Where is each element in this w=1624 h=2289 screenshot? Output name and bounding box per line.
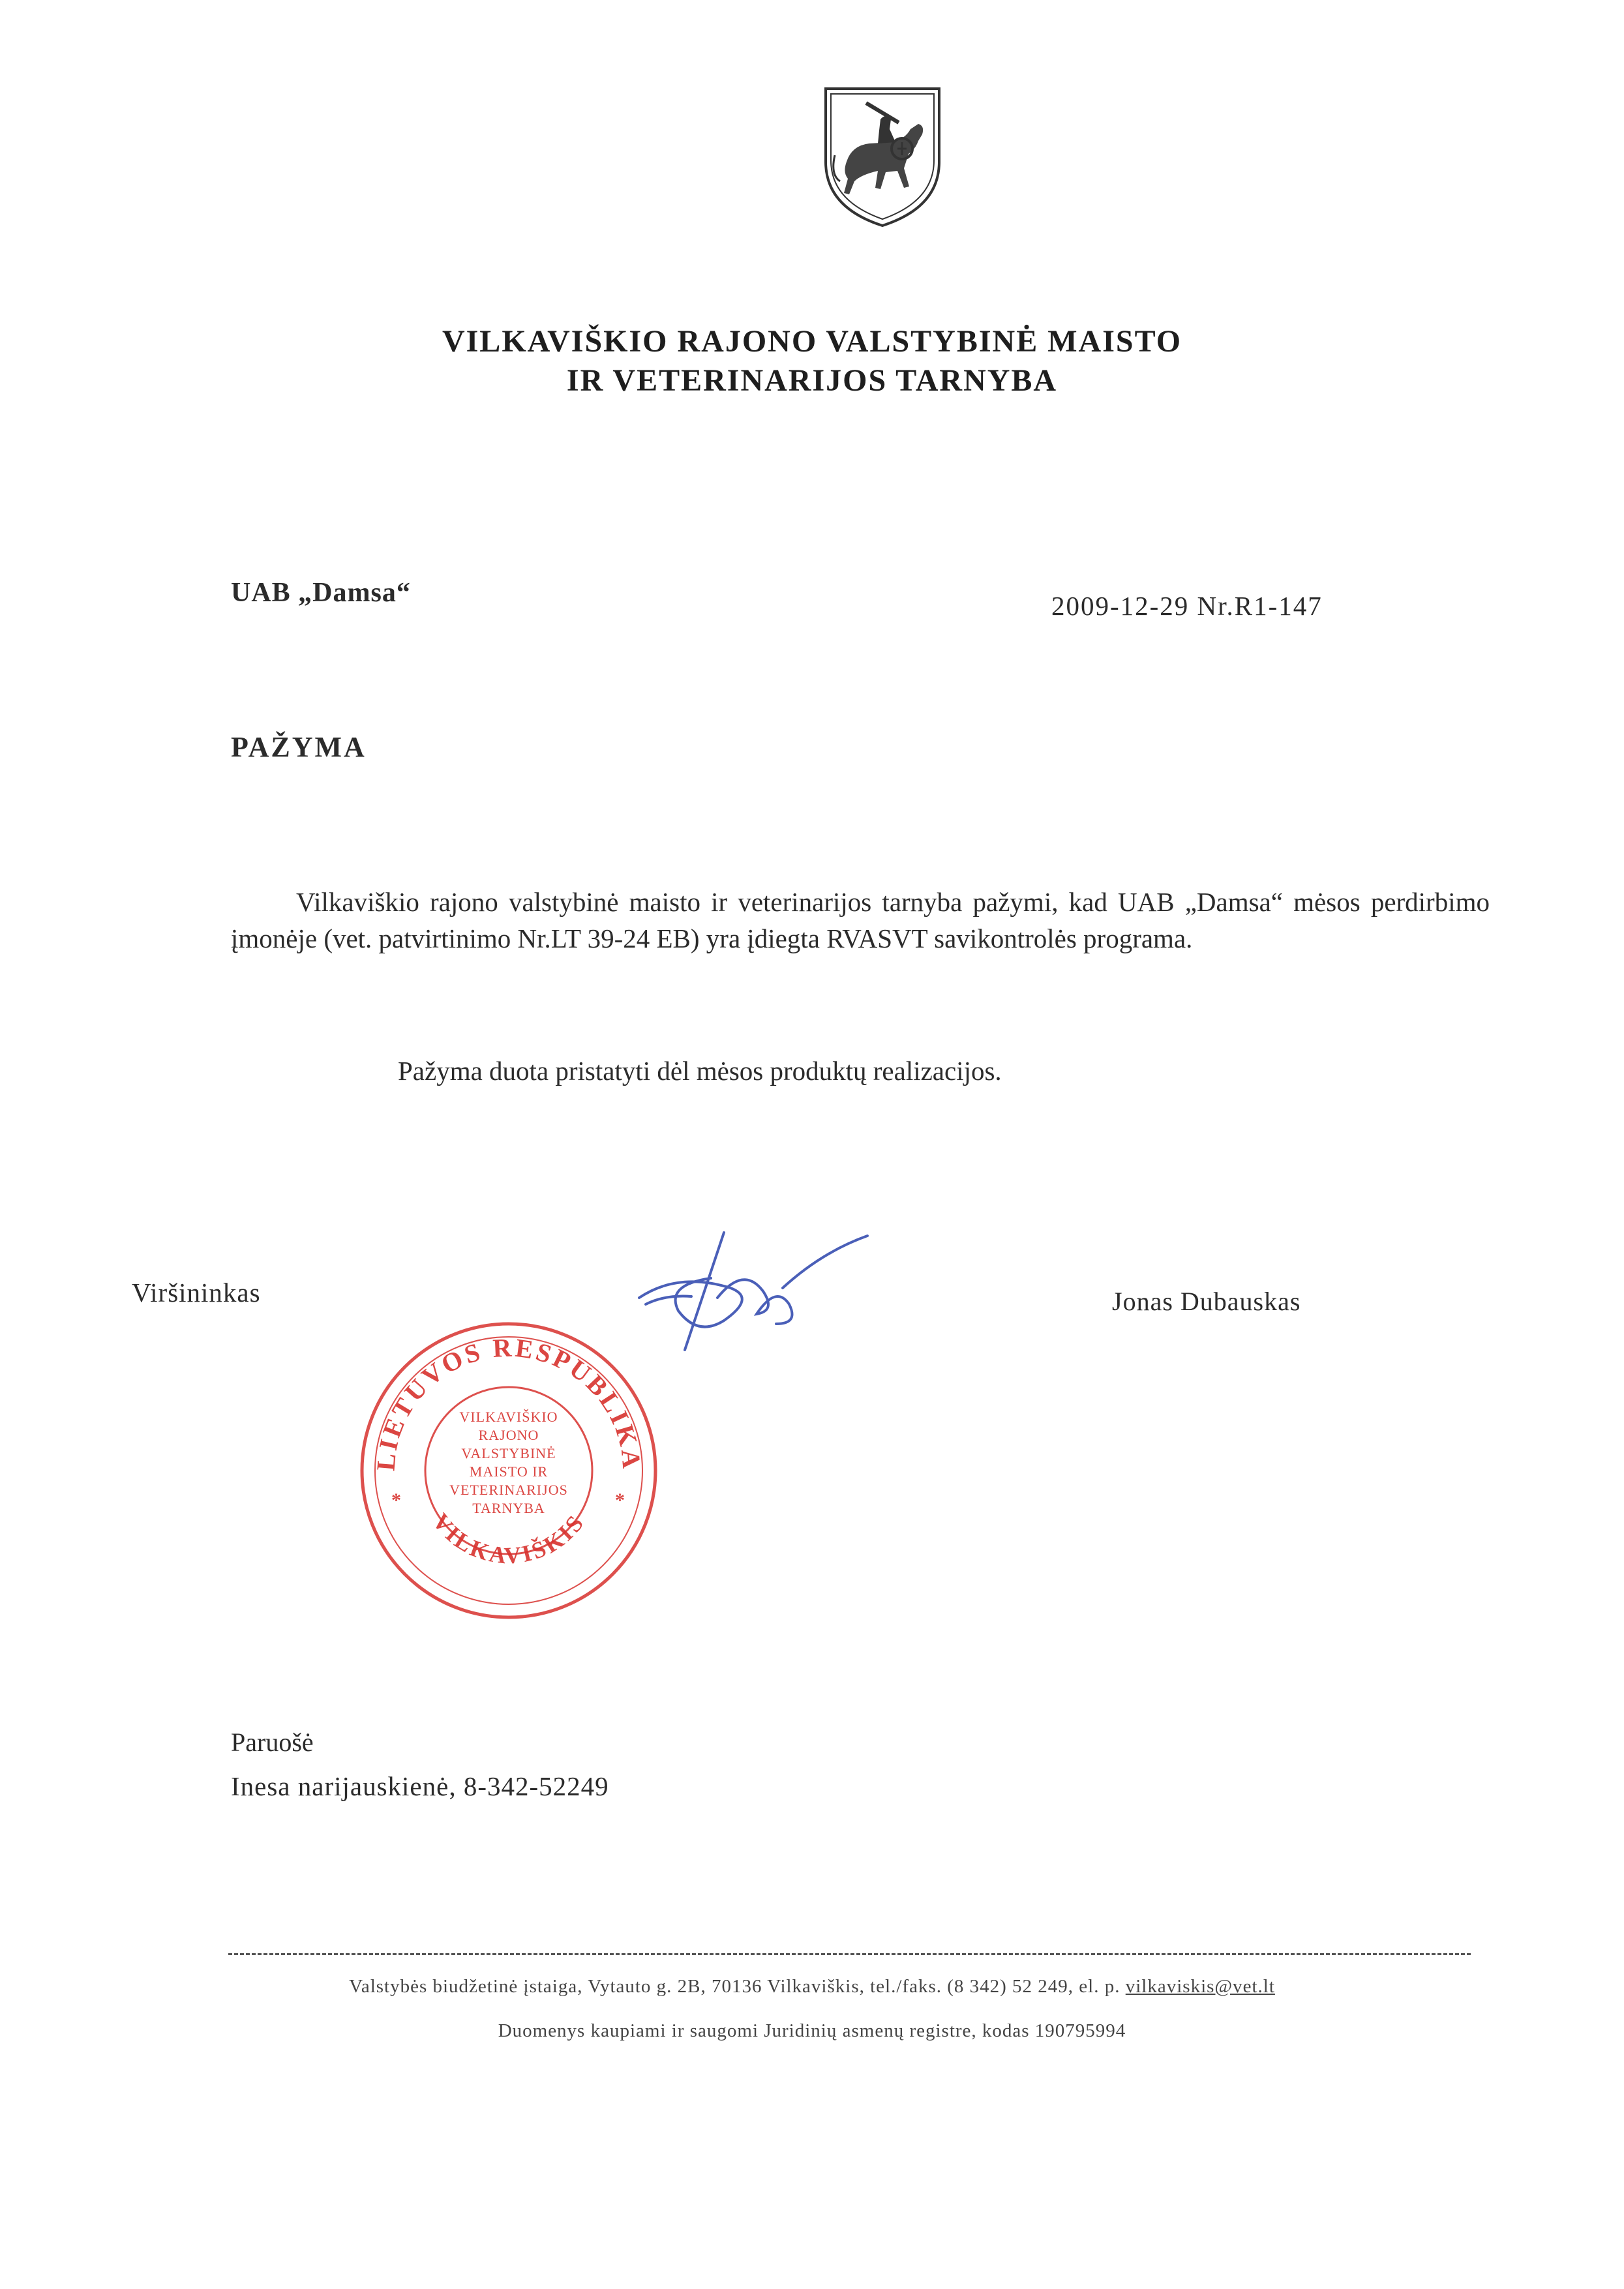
date-number: 2009-12-29 Nr.R1-147	[1051, 591, 1323, 621]
agency-name-line2: IR VETERINARIJOS TARNYBA	[566, 363, 1058, 398]
signatory-role: Viršininkas	[132, 1278, 261, 1308]
stamp-line-6: TARNYBA	[472, 1500, 545, 1516]
stamp-line-4: MAISTO IR	[469, 1463, 549, 1480]
svg-text:VILKAVIŠKIS	[427, 1508, 590, 1569]
prepared-by-name: Inesa narijauskienė, 8-342-52249	[231, 1771, 609, 1801]
prepared-by-label: Paruošė	[231, 1728, 314, 1757]
handwritten-signature	[626, 1226, 874, 1356]
stamp-line-5: VETERINARIJOS	[449, 1482, 568, 1498]
document-title: PAŽYMA	[231, 731, 367, 763]
stamp-line-2: RAJONO	[478, 1427, 539, 1443]
body-paragraph-1: Vilkaviškio rajono valstybinė maisto ir veterinarijos tarnyba pažymi, kad UAB „Damsa“ mėsos perdirbimo įmonėje (vet. patvirtinimo Nr.LT 39-24 EB) yra įdiegta RVASVT savikontrolės programa.	[231, 887, 1490, 953]
footer-address-text: Valstybės biudžetinė įstaiga, Vytauto g. 2B, 70136 Vilkaviškis, tel./faks. (8 342) 52 249, el. p.	[349, 1976, 1126, 1997]
signatory-name: Jonas Dubauskas	[1112, 1287, 1301, 1316]
stamp-line-1: VILKAVIŠKIO	[459, 1409, 558, 1425]
stamp-top-text: LIETUVOS RESPUBLIKA	[370, 1332, 647, 1473]
footer-address	[0, 1976, 1624, 1997]
stamp-bottom-text: VILKAVIŠKIS	[427, 1508, 590, 1569]
coat-of-arms-icon	[820, 83, 944, 230]
stamp-star-right-icon: *	[615, 1489, 625, 1511]
stamp-line-3: VALSTYBINĖ	[461, 1445, 556, 1461]
footer-email-link[interactable]: vilkaviskis@vet.lt	[1125, 1976, 1275, 1997]
official-stamp	[355, 1317, 662, 1624]
footer-registry: Duomenys kaupiami ir saugomi Juridinių asmenų registre, kodas 190795994	[498, 2020, 1126, 2041]
recipient: UAB „Damsa“	[231, 578, 411, 608]
footer-divider	[228, 1953, 1471, 1955]
body-paragraph-2: Pažyma duota pristatyti dėl mėsos produktų realizacijos.	[398, 1056, 1002, 1086]
agency-name-line1: VILKAVIŠKIO RAJONO VALSTYBINĖ MAISTO	[442, 324, 1182, 359]
stamp-star-left-icon: *	[391, 1489, 401, 1511]
